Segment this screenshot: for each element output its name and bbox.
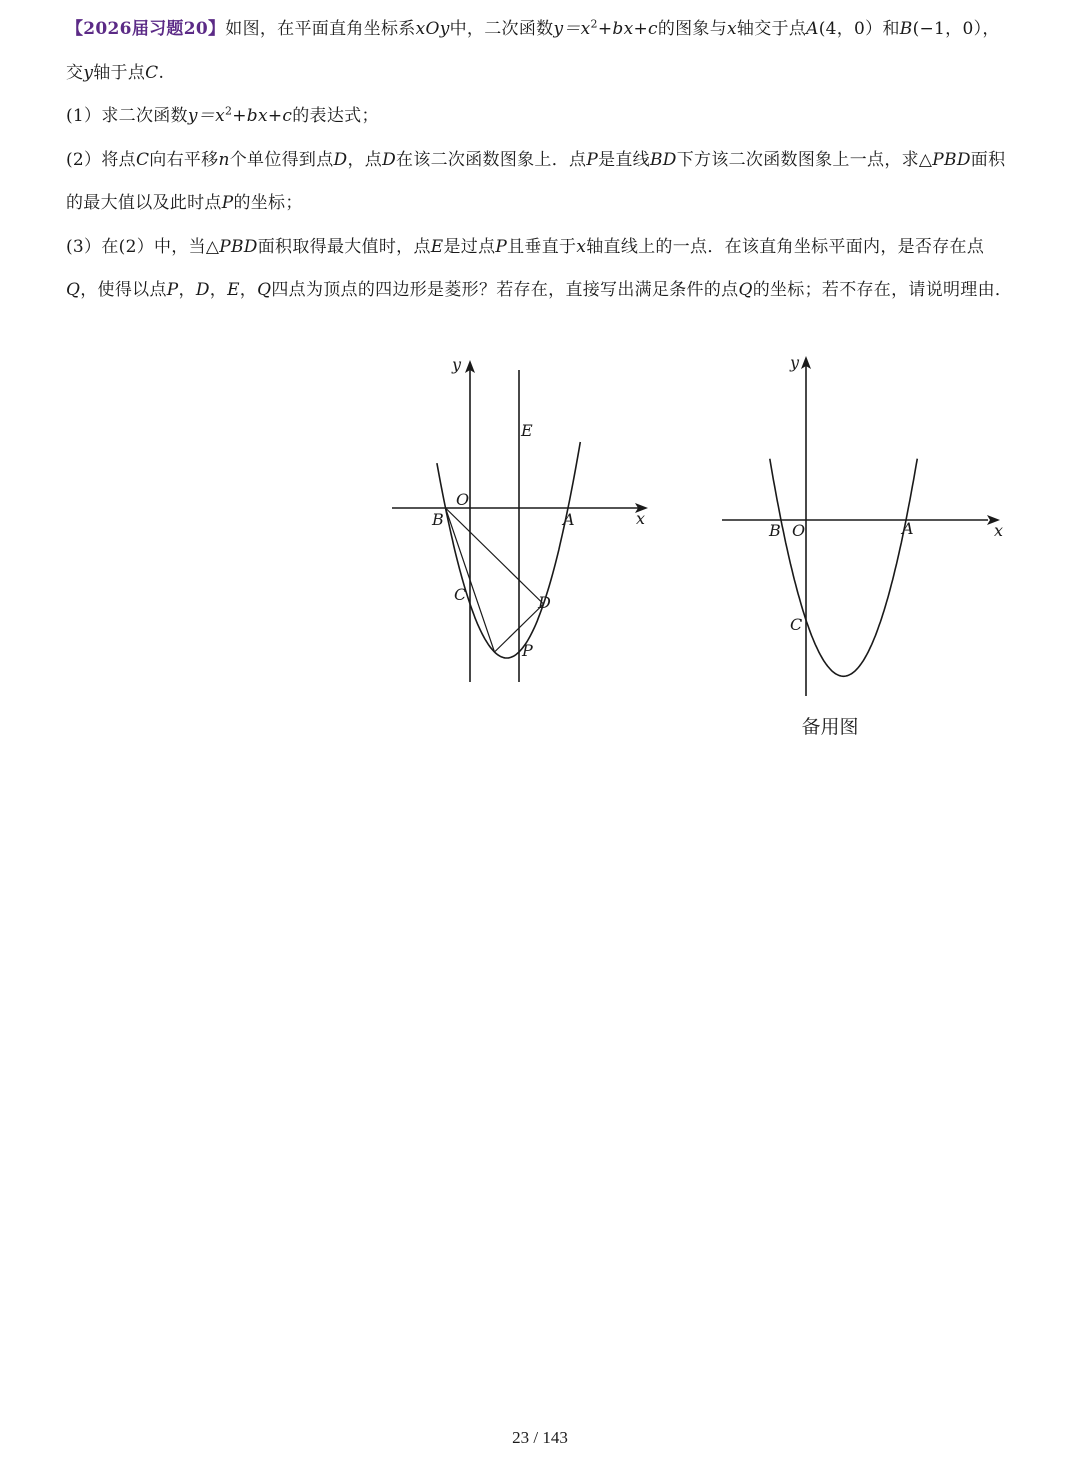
- label-o: O: [456, 490, 470, 509]
- label-p: P: [522, 641, 533, 660]
- question-3: (3）在(2）中，当△PBD面积取得最大值时，点E是过点P且垂直于x轴直线上的一点．在该直角坐标平面内，是否存在点Q，使得以点P，D，E，Q四点为顶点的四边形是菱形？若存在，直接写出满足条件的点Q的坐标；若不存在，请说明理由．: [66, 236, 1013, 300]
- label-a: A: [563, 510, 575, 529]
- figure-main: [380, 348, 680, 748]
- label-c: C: [790, 615, 803, 634]
- label-x: x: [994, 521, 1004, 540]
- label-e: E: [521, 421, 533, 440]
- problem-text: [66, 8, 1014, 313]
- figure-spare: [710, 348, 1010, 748]
- label-x: x: [636, 509, 646, 528]
- label-d: D: [538, 593, 551, 612]
- label-b: B: [432, 510, 444, 529]
- label-y: y: [790, 353, 800, 372]
- label-y: y: [452, 355, 462, 374]
- label-o: O: [792, 521, 806, 540]
- problem-tag: 【2026届习题20】: [66, 19, 226, 39]
- label-b: B: [769, 521, 781, 540]
- figure-caption: 备用图: [801, 716, 859, 738]
- parabola: [437, 442, 580, 658]
- label-c: C: [454, 585, 467, 604]
- problem-intro: 【2026届习题20】如图，在平面直角坐标系xOy中，二次函数$y=x^2+bx+c$的图象与x轴交于点A(4，0）和B(−1，0），交y轴于点C.: [66, 17, 1000, 83]
- question-1: (1）求二次函数$y=x^2+bx+c$的表达式；: [66, 104, 379, 126]
- label-a: A: [902, 519, 914, 538]
- page-number: 23 / 143: [512, 1428, 568, 1447]
- question-2: (2）将点C向右平移n个单位得到点D，点D在该二次函数图象上．点P是直线BD下方该二次函数图象上一点，求△PBD面积的最大值以及此时点P的坐标；: [66, 149, 1006, 213]
- parabola: [770, 459, 918, 677]
- figures: [380, 348, 1020, 748]
